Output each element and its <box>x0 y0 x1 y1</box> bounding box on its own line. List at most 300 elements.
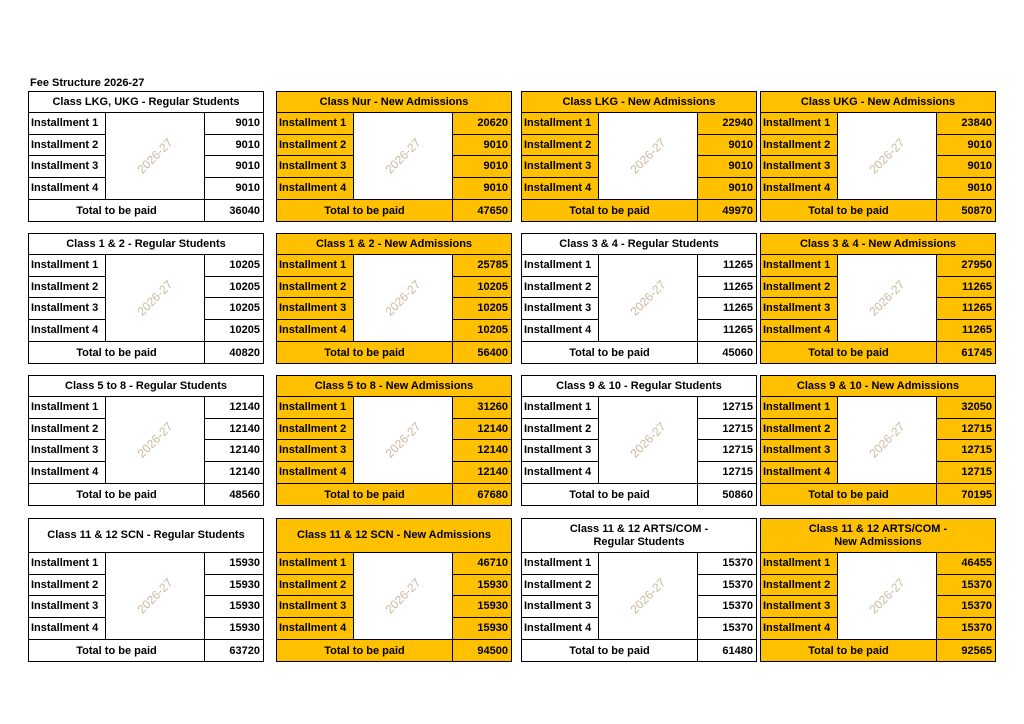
installment-label: Installment 3 <box>522 298 598 320</box>
block-title <box>522 234 756 255</box>
installment-label: Installment 2 <box>761 277 837 299</box>
total-row <box>29 342 263 363</box>
installment-amounts-column <box>453 553 511 639</box>
installment-label: Installment 4 <box>31 182 99 195</box>
watermark-area <box>354 255 453 341</box>
installment-labels-column <box>277 255 354 341</box>
installment-amount: 10205 <box>453 298 511 320</box>
installment-labels-column <box>761 397 838 483</box>
installment-amount: 12140 <box>229 466 260 479</box>
installment-label: Installment 4 <box>763 324 831 337</box>
installment-labels-column <box>522 255 599 341</box>
installment-label: Installment 1 <box>761 113 837 135</box>
fee-block <box>521 375 757 506</box>
watermark-text: 2026-27 <box>627 575 669 617</box>
installment-label: Installment 3 <box>29 298 105 320</box>
installment-label: Installment 2 <box>277 575 353 597</box>
watermark-text: 2026-27 <box>627 419 669 461</box>
installment-amount: 15370 <box>698 553 756 575</box>
total-amount: 61480 <box>722 644 753 657</box>
installment-amount: 15930 <box>205 575 263 597</box>
total-row <box>277 484 511 505</box>
watermark-area <box>354 397 453 483</box>
installment-grid <box>277 397 511 484</box>
installment-amount: 46710 <box>453 553 511 575</box>
installment-labels-column <box>29 553 106 639</box>
installment-amounts-column <box>205 255 263 341</box>
installment-amount: 9010 <box>937 135 995 157</box>
installment-amounts-column <box>937 113 995 199</box>
installment-label: Installment 1 <box>29 113 105 135</box>
block-title <box>761 92 995 113</box>
fee-block <box>521 233 757 364</box>
installment-amounts-column <box>698 113 756 199</box>
fee-block <box>760 375 996 506</box>
total-amount: 50870 <box>961 204 992 217</box>
installment-label: Installment 4 <box>279 182 347 195</box>
installment-amount: 15930 <box>205 553 263 575</box>
installment-amount: 10205 <box>229 324 260 337</box>
fee-block <box>276 233 512 364</box>
block-title <box>277 92 511 113</box>
installment-amount: 10205 <box>205 277 263 299</box>
watermark-area <box>106 113 205 199</box>
installment-label: Installment 3 <box>761 298 837 320</box>
total-row <box>277 640 511 661</box>
watermark-text: 2026-27 <box>382 277 424 319</box>
installment-amount: 9010 <box>483 182 508 195</box>
total-row <box>522 640 756 661</box>
watermark-area <box>106 397 205 483</box>
installment-label: Installment 3 <box>29 596 105 618</box>
installment-label: Installment 3 <box>277 440 353 462</box>
installment-amount: 9010 <box>698 156 756 178</box>
installment-amount: 46455 <box>937 553 995 575</box>
total-amount: 40820 <box>229 346 260 359</box>
installment-label: Installment 1 <box>761 255 837 277</box>
installment-label: Installment 1 <box>761 397 837 419</box>
watermark-text: 2026-27 <box>134 419 176 461</box>
installment-amount: 15370 <box>698 575 756 597</box>
installment-label: Installment 1 <box>522 553 598 575</box>
fee-block <box>276 375 512 506</box>
total-amount: 49970 <box>722 204 753 217</box>
installment-label: Installment 2 <box>522 277 598 299</box>
installment-amount: 10205 <box>205 255 263 277</box>
block-title <box>29 519 263 553</box>
watermark-text: 2026-27 <box>382 135 424 177</box>
watermark-text: 2026-27 <box>627 135 669 177</box>
installment-labels-column <box>29 255 106 341</box>
watermark-area <box>838 255 937 341</box>
installment-labels-column <box>29 113 106 199</box>
installment-label: Installment 4 <box>763 182 831 195</box>
installment-amount: 12715 <box>698 440 756 462</box>
installment-amount: 11265 <box>937 277 995 299</box>
total-row <box>29 200 263 221</box>
installment-label: Installment 1 <box>277 553 353 575</box>
installment-label: Installment 3 <box>522 596 598 618</box>
installment-grid <box>277 113 511 200</box>
block-title <box>29 376 263 397</box>
installment-label: Installment 3 <box>522 156 598 178</box>
total-label: Total to be paid <box>277 342 453 363</box>
total-row <box>522 200 756 221</box>
fee-block <box>760 91 996 222</box>
block-title <box>29 234 263 255</box>
installment-grid <box>522 113 756 200</box>
total-row <box>29 484 263 505</box>
page-title: Fee Structure 2026-27 <box>30 77 145 89</box>
total-row <box>522 342 756 363</box>
installment-amount: 9010 <box>453 135 511 157</box>
installment-label: Installment 4 <box>279 324 347 337</box>
total-label: Total to be paid <box>761 200 937 221</box>
installment-label: Installment 4 <box>524 182 592 195</box>
block-title <box>522 519 756 553</box>
total-label: Total to be paid <box>29 342 205 363</box>
installment-amount: 15370 <box>937 575 995 597</box>
block-title <box>277 376 511 397</box>
installment-label: Installment 4 <box>524 324 592 337</box>
installment-label: Installment 3 <box>277 596 353 618</box>
total-label: Total to be paid <box>29 640 205 661</box>
total-amount: 67680 <box>477 488 508 501</box>
installment-amount: 9010 <box>728 182 753 195</box>
installment-label: Installment 1 <box>277 255 353 277</box>
installment-label: Installment 2 <box>522 135 598 157</box>
total-label: Total to be paid <box>277 200 453 221</box>
installment-labels-column <box>761 113 838 199</box>
total-label: Total to be paid <box>761 484 937 505</box>
total-label: Total to be paid <box>29 484 205 505</box>
installment-label: Installment 4 <box>524 466 592 479</box>
installment-amount: 12140 <box>453 440 511 462</box>
installment-amount: 32050 <box>937 397 995 419</box>
installment-grid <box>522 397 756 484</box>
total-amount: 45060 <box>722 346 753 359</box>
installment-amount: 15370 <box>722 622 753 635</box>
installment-amount: 12715 <box>961 466 992 479</box>
block-title-line1: Class 11 & 12 ARTS/COM - <box>808 522 948 535</box>
installment-label: Installment 4 <box>763 466 831 479</box>
watermark-area <box>599 113 698 199</box>
installment-label: Installment 1 <box>29 255 105 277</box>
installment-amount: 25785 <box>453 255 511 277</box>
watermark-text: 2026-27 <box>134 135 176 177</box>
installment-grid <box>29 553 263 640</box>
fee-block <box>28 233 264 364</box>
block-title-line1: Class 9 & 10 - Regular Students <box>556 379 722 392</box>
total-label: Total to be paid <box>522 640 698 661</box>
installment-label: Installment 1 <box>522 113 598 135</box>
watermark-text: 2026-27 <box>866 419 908 461</box>
total-label: Total to be paid <box>277 640 453 661</box>
watermark-text: 2026-27 <box>866 277 908 319</box>
fee-block <box>28 375 264 506</box>
total-amount: 92565 <box>961 644 992 657</box>
total-label: Total to be paid <box>522 484 698 505</box>
total-amount: 61745 <box>961 346 992 359</box>
installment-amounts-column <box>698 397 756 483</box>
installment-amounts-column <box>937 553 995 639</box>
total-amount: 47650 <box>477 204 508 217</box>
total-amount: 70195 <box>961 488 992 501</box>
installment-label: Installment 2 <box>761 419 837 441</box>
installment-amounts-column <box>698 553 756 639</box>
installment-amount: 22940 <box>698 113 756 135</box>
total-row <box>761 484 995 505</box>
installment-amount: 15930 <box>477 622 508 635</box>
block-title <box>522 376 756 397</box>
total-label: Total to be paid <box>277 484 453 505</box>
installment-grid <box>761 255 995 342</box>
installment-label: Installment 4 <box>31 622 99 635</box>
block-title <box>29 92 263 113</box>
installment-amount: 9010 <box>698 135 756 157</box>
total-label: Total to be paid <box>761 342 937 363</box>
installment-label: Installment 2 <box>522 575 598 597</box>
installment-amounts-column <box>205 397 263 483</box>
block-title <box>761 234 995 255</box>
installment-amount: 11265 <box>698 298 756 320</box>
installment-amount: 12140 <box>453 419 511 441</box>
block-title-line1: Class LKG, UKG - Regular Students <box>52 95 240 108</box>
installment-grid <box>277 553 511 640</box>
installment-amount: 10205 <box>477 324 508 337</box>
installment-label: Installment 1 <box>522 397 598 419</box>
installment-amounts-column <box>205 553 263 639</box>
total-amount: 50860 <box>722 488 753 501</box>
installment-amounts-column <box>937 397 995 483</box>
installment-label: Installment 3 <box>761 156 837 178</box>
installment-label: Installment 2 <box>522 419 598 441</box>
installment-label: Installment 4 <box>31 466 99 479</box>
watermark-area <box>599 255 698 341</box>
installment-amount: 31260 <box>453 397 511 419</box>
installment-label: Installment 3 <box>29 440 105 462</box>
installment-amount: 12140 <box>205 397 263 419</box>
installment-amount: 12715 <box>937 440 995 462</box>
installment-label: Installment 2 <box>277 419 353 441</box>
installment-grid <box>29 397 263 484</box>
installment-amount: 11265 <box>698 277 756 299</box>
fee-block <box>276 518 512 662</box>
block-title <box>522 92 756 113</box>
installment-label: Installment 3 <box>522 440 598 462</box>
watermark-text: 2026-27 <box>866 575 908 617</box>
installment-amount: 12140 <box>205 419 263 441</box>
block-title-line1: Class 5 to 8 - Regular Students <box>65 379 227 392</box>
installment-labels-column <box>761 255 838 341</box>
installment-label: Installment 3 <box>277 156 353 178</box>
block-title-line1: Class 11 & 12 SCN - Regular Students <box>47 529 245 541</box>
installment-label: Installment 4 <box>31 324 99 337</box>
block-title-line2: Regular Students <box>593 535 685 548</box>
installment-label: Installment 3 <box>761 440 837 462</box>
installment-label: Installment 2 <box>29 277 105 299</box>
installment-label: Installment 2 <box>277 277 353 299</box>
installment-label: Installment 1 <box>522 255 598 277</box>
installment-amounts-column <box>205 113 263 199</box>
watermark-text: 2026-27 <box>866 135 908 177</box>
installment-amount: 15370 <box>698 596 756 618</box>
total-label: Total to be paid <box>522 342 698 363</box>
installment-label: Installment 4 <box>763 622 831 635</box>
installment-labels-column <box>29 397 106 483</box>
installment-amount: 12715 <box>698 419 756 441</box>
total-amount: 48560 <box>229 488 260 501</box>
installment-label: Installment 4 <box>279 466 347 479</box>
installment-label: Installment 3 <box>29 156 105 178</box>
fee-block <box>276 91 512 222</box>
installment-amounts-column <box>453 113 511 199</box>
block-title <box>277 519 511 553</box>
fee-block <box>28 91 264 222</box>
block-title-line1: Class LKG - New Admissions <box>562 95 716 108</box>
installment-label: Installment 1 <box>761 553 837 575</box>
total-label: Total to be paid <box>29 200 205 221</box>
watermark-area <box>354 113 453 199</box>
installment-label: Installment 2 <box>761 575 837 597</box>
installment-grid <box>277 255 511 342</box>
installment-amount: 15930 <box>453 596 511 618</box>
total-row <box>277 200 511 221</box>
block-title <box>761 376 995 397</box>
total-row <box>761 200 995 221</box>
total-amount: 94500 <box>477 644 508 657</box>
installment-label: Installment 2 <box>29 135 105 157</box>
total-label: Total to be paid <box>761 640 937 661</box>
fee-block <box>760 518 996 662</box>
installment-grid <box>522 553 756 640</box>
block-title <box>761 519 995 553</box>
installment-grid <box>29 113 263 200</box>
watermark-text: 2026-27 <box>382 575 424 617</box>
installment-grid <box>29 255 263 342</box>
fee-block <box>521 518 757 662</box>
installment-amount: 9010 <box>967 182 992 195</box>
block-title-line1: Class 3 & 4 - New Admissions <box>799 237 957 250</box>
installment-label: Installment 2 <box>761 135 837 157</box>
installment-amount: 11265 <box>723 324 753 337</box>
installment-labels-column <box>277 113 354 199</box>
installment-label: Installment 3 <box>761 596 837 618</box>
installment-amount: 11265 <box>937 298 995 320</box>
installment-labels-column <box>522 397 599 483</box>
watermark-area <box>599 553 698 639</box>
block-title-line2: New Admissions <box>834 535 922 548</box>
block-title-line1: Class 1 & 2 - New Admissions <box>315 237 473 250</box>
installment-grid <box>761 553 995 640</box>
installment-labels-column <box>522 113 599 199</box>
installment-amount: 9010 <box>235 182 260 195</box>
installment-label: Installment 1 <box>29 553 105 575</box>
installment-amount: 9010 <box>205 135 263 157</box>
installment-amount: 9010 <box>205 156 263 178</box>
installment-grid <box>522 255 756 342</box>
installment-amounts-column <box>937 255 995 341</box>
watermark-text: 2026-27 <box>627 277 669 319</box>
installment-amount: 11265 <box>698 255 756 277</box>
installment-amount: 11265 <box>962 324 992 337</box>
fee-block <box>28 518 264 662</box>
installment-amount: 10205 <box>205 298 263 320</box>
watermark-area <box>838 113 937 199</box>
total-amount: 36040 <box>229 204 260 217</box>
watermark-area <box>106 255 205 341</box>
installment-amount: 15930 <box>453 575 511 597</box>
installment-labels-column <box>522 553 599 639</box>
installment-label: Installment 3 <box>277 298 353 320</box>
total-amount: 63720 <box>229 644 260 657</box>
total-row <box>761 342 995 363</box>
installment-amount: 20620 <box>453 113 511 135</box>
installment-amount: 10205 <box>453 277 511 299</box>
watermark-area <box>599 397 698 483</box>
installment-amounts-column <box>453 255 511 341</box>
installment-amount: 23840 <box>937 113 995 135</box>
installment-amount: 12715 <box>937 419 995 441</box>
watermark-text: 2026-27 <box>134 575 176 617</box>
installment-amount: 15930 <box>229 622 260 635</box>
fee-block <box>521 91 757 222</box>
installment-grid <box>761 397 995 484</box>
installment-labels-column <box>277 397 354 483</box>
watermark-area <box>838 397 937 483</box>
installment-label: Installment 2 <box>277 135 353 157</box>
block-title-line1: Class 1 & 2 - Regular Students <box>66 237 226 250</box>
total-row <box>522 484 756 505</box>
installment-amount: 15370 <box>937 596 995 618</box>
watermark-area <box>354 553 453 639</box>
installment-amount: 12715 <box>698 397 756 419</box>
block-title-line1: Class 9 & 10 - New Admissions <box>796 379 960 392</box>
installment-amount: 15370 <box>961 622 992 635</box>
installment-labels-column <box>761 553 838 639</box>
block-title-line1: Class 11 & 12 ARTS/COM - <box>569 522 709 535</box>
installment-amount: 12715 <box>722 466 753 479</box>
watermark-text: 2026-27 <box>382 419 424 461</box>
total-row <box>277 342 511 363</box>
installment-label: Installment 1 <box>277 113 353 135</box>
total-row <box>761 640 995 661</box>
total-amount: 56400 <box>477 346 508 359</box>
block-title <box>277 234 511 255</box>
installment-amount: 9010 <box>205 113 263 135</box>
installment-label: Installment 2 <box>29 419 105 441</box>
block-title-line1: Class 5 to 8 - New Admissions <box>314 379 474 392</box>
block-title-line1: Class UKG - New Admissions <box>800 95 956 108</box>
total-label: Total to be paid <box>522 200 698 221</box>
installment-amount: 12140 <box>477 466 508 479</box>
total-row <box>29 640 263 661</box>
block-title-line1: Class Nur - New Admissions <box>319 95 469 108</box>
installment-grid <box>761 113 995 200</box>
installment-amounts-column <box>453 397 511 483</box>
installment-amounts-column <box>698 255 756 341</box>
watermark-area <box>106 553 205 639</box>
installment-amount: 9010 <box>453 156 511 178</box>
installment-amount: 12140 <box>205 440 263 462</box>
installment-label: Installment 1 <box>29 397 105 419</box>
block-title-line1: Class 3 & 4 - Regular Students <box>559 237 719 250</box>
installment-label: Installment 2 <box>29 575 105 597</box>
block-title-line1: Class 11 & 12 SCN - New Admissions <box>297 529 491 541</box>
installment-label: Installment 4 <box>279 622 347 635</box>
installment-labels-column <box>277 553 354 639</box>
installment-amount: 15930 <box>205 596 263 618</box>
